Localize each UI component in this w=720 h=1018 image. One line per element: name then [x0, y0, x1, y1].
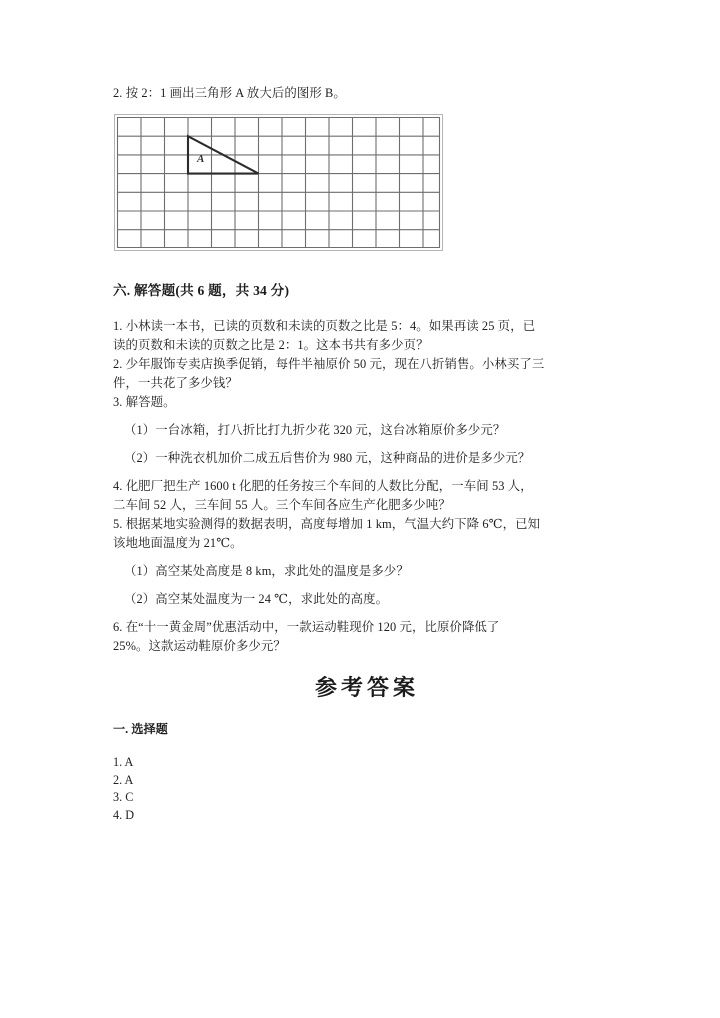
coordinate-grid: [114, 114, 443, 251]
spacer-q3b: [113, 440, 621, 449]
figure-question-text: 2. 按 2：1 画出三角形 A 放大后的图形 B。: [113, 86, 346, 100]
question-4: [113, 477, 621, 515]
question-2: [113, 355, 621, 393]
spacer-before-q4: [113, 468, 621, 477]
spacer-after-answer-heading: [113, 738, 621, 754]
spacer-after-heading: [113, 301, 621, 317]
figure-grid-region: [113, 103, 621, 255]
question-3: [113, 393, 621, 468]
question-3-sub-2: （2）一种洗衣机加价二成五后售价为 980 元，这种商品的进价是多少元？: [124, 451, 531, 465]
question-6-line-1: 6. 在“十一黄金周”优惠活动中，一款运动鞋现价 120 元，比原价降低了: [113, 620, 500, 634]
spacer-q3a: [113, 412, 621, 421]
triangle-a-label: A: [197, 153, 205, 165]
question-5-line-2: 该地地面温度为 21℃。: [113, 536, 243, 550]
question-5-sub-2: （2）高空某处温度为一 24 ℃，求此处的高度。: [124, 592, 389, 606]
answer-item-1: 1. A: [113, 755, 134, 769]
question-1: [113, 317, 621, 355]
question-5-sub-1: （1）高空某处高度是 8 km，求此处的温度是多少？: [124, 564, 409, 578]
question-2-line-1: 2. 少年服饰专卖店换季促销，每件半袖原价 50 元，现在八折销售。小林买了三: [113, 357, 545, 371]
question-6: [113, 618, 621, 656]
section-heading-six: 六. 解答题(共 6 题，共 34 分): [113, 283, 290, 298]
question-2-line-2: 件，一共花了多少钱？: [113, 376, 238, 390]
grid-svg: [114, 114, 443, 251]
spacer-after-answer-title: [113, 704, 621, 720]
question-3-sub-1: （1）一台冰箱，打八折比打九折少花 320 元，这台冰箱原价多少元？: [124, 423, 506, 437]
question-1-line-1: 1. 小林读一本书，已读的页数和未读的页数之比是 5：4。如果再读 25 页，已: [113, 319, 536, 333]
question-5: [113, 515, 621, 609]
spacer-before-answers: [113, 656, 621, 672]
spacer-before-section: [113, 255, 621, 281]
question-1-line-2: 读的页数和未读的页数之比是 2：1。这本书共有多少页？: [113, 338, 429, 352]
answer-item-4: 4. D: [113, 807, 134, 822]
question-5-line-1: 5. 根据某地实验测得的数据表明，高度每增加 1 km，气温大约下降 6℃，已知: [113, 517, 541, 531]
answer-key-title: 参考答案: [314, 675, 419, 700]
spacer-before-q6: [113, 609, 621, 618]
question-4-line-2: 二车间 52 人，三车间 55 人。三个车间各应生产化肥多少吨？: [113, 498, 451, 512]
answer-item-2: 2. A: [113, 772, 134, 787]
question-4-line-1: 4. 化肥厂把生产 1600 t 化肥的任务按三个车间的人数比分配，一车间 53 人，: [113, 479, 533, 493]
answer-item-3: 3. C: [113, 790, 134, 804]
answer-section-heading-one: 一. 选择题: [113, 722, 168, 736]
question-6-line-2: 25%。这款运动鞋原价多少元？: [113, 639, 286, 653]
spacer-q5b: [113, 581, 621, 590]
page-content: [113, 84, 621, 824]
question-3-line-1: 3. 解答题。: [113, 395, 176, 409]
answer-list: [113, 754, 621, 824]
spacer-q5a: [113, 553, 621, 562]
